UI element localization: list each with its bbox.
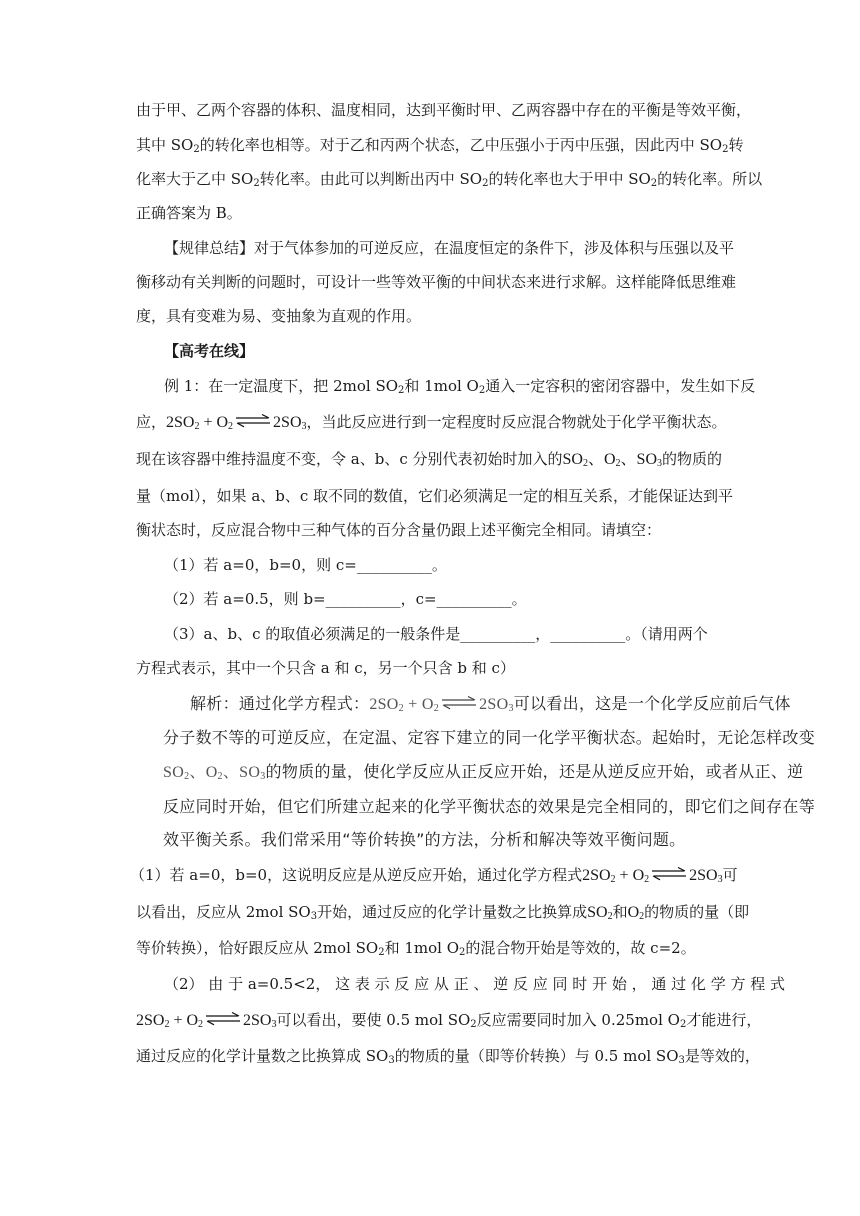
answer-1: （1）若 a=0，b=0，这说明反应是从逆反应开始，通过化学方程式$2SO_2 + O_2$ $2SO_3$可 bbox=[130, 866, 738, 885]
equilibrium-arrow-icon bbox=[441, 696, 477, 710]
rule-summary: 【规律总结】对于气体参加的可逆反应，在温度恒定的条件下，涉及体积与压强以及平 bbox=[164, 239, 735, 257]
answer-2: （2） 由 于 a=0.5<2， 这 表 示 反 应 从 正 、 逆 反 应 同 时 开 始 ， 通 过 化 学 方 程 式 bbox=[164, 975, 785, 993]
solution-line: 效平衡关系。我们常采用“等价转换”的方法，分析和解决等效平衡问题。 bbox=[163, 830, 686, 849]
question-3: （3）a、b、c 的取值必须满足的一般条件是__________，__________。（请用两个 bbox=[164, 625, 708, 643]
equilibrium-arrow-icon bbox=[651, 867, 687, 881]
answer-2-cont: $2SO_2 + O_2$ $2SO_3$可以看出，要使 0.5 mol $SO_2$反应需要同时加入 0.25mol $O_2$才能进行， bbox=[136, 1011, 762, 1030]
equilibrium-arrow-icon bbox=[235, 414, 271, 428]
text-line: 化率大于乙中 $SO_2$转化率。由此可以判断出丙中 $SO_2$的转化率也大于甲中 $SO_2$的转化率。所以 bbox=[136, 170, 763, 189]
equilibrium-arrow-icon bbox=[205, 1012, 241, 1026]
solution-line: 反应同时开始，但它们所建立起来的化学平衡状态的效果是完全相同的，即它们之间存在等 bbox=[163, 797, 816, 816]
solution-line: 解析：通过化学方程式：$2SO_2 + O_2$ $2SO_3$可以看出，这是一个化学反应前后气体 bbox=[190, 694, 791, 714]
solution-line: 分子数不等的可逆反应，在定温、定容下建立的同一化学平衡状态。起始时，无论怎样改变 bbox=[163, 728, 816, 747]
answer-1-cont: 等价转换），恰好跟反应从 2mol $SO_2$和 1mol $O_2$的混合物开始是等效的，故 c=2。 bbox=[136, 939, 696, 958]
text-line: 衡移动有关判断的问题时，可设计一些等效平衡的中间状态来进行求解。这样能降低思维难 bbox=[136, 273, 737, 291]
text-line: 正确答案为 B。 bbox=[136, 204, 242, 222]
section-title: 【高考在线】 bbox=[164, 342, 255, 360]
answer-2-cont: 通过反应的化学计量数之比换算成 $SO_3$的物质的量（即等价转换）与 0.5 mol $SO_3$是等效的， bbox=[136, 1047, 760, 1066]
text-line: 度，具有变难为易、变抽象为直观的作用。 bbox=[136, 307, 422, 325]
example-line: 应，$2SO_2 + O_2$ $2SO_3$，当此反应进行到一定程度时反应混合物就处于化学平衡状态。 bbox=[136, 413, 727, 432]
example-line: 例 1：在一定温度下，把 2mol $SO_2$和 1mol $O_2$通入一定容积的密闭容器中，发生如下反 bbox=[164, 377, 756, 396]
example-line: 量（mol），如果 a、b、c 取不同的数值，它们必须满足一定的相互关系，才能保证达到平 bbox=[136, 487, 734, 505]
reaction-equation: $2SO_2 + O_2$ $2SO_3$ bbox=[166, 414, 307, 432]
example-line: 现在该容器中维持温度不变，令 a、b、c 分别代表初始时加入的$SO_2$、$O_2$、$SO_3$的物质的 bbox=[136, 450, 723, 469]
answer-1-cont: 以看出，反应从 2mol $SO_3$开始，通过反应的化学计量数之比换算成$SO_2$和$O_2$的物质的量（即 bbox=[136, 903, 750, 922]
example-line: 衡状态时，反应混合物中三种气体的百分含量仍跟上述平衡完全相同。请填空： bbox=[136, 521, 662, 539]
question-2: （2）若 a=0.5，则 b=__________，c=__________。 bbox=[164, 590, 527, 608]
question-1: （1）若 a=0，b=0，则 c=__________。 bbox=[164, 556, 447, 574]
question-3-cont: 方程式表示，其中一个只含 a 和 c，另一个只含 b 和 c） bbox=[136, 659, 515, 677]
text-line: 由于甲、乙两个容器的体积、温度相同，达到平衡时甲、乙两容器中存在的平衡是等效平衡， bbox=[136, 101, 752, 119]
solution-line: $SO_2$、$O_2$、$SO_3$的物质的量，使化学反应从正反应开始，还是从逆反应开始，或者从正、逆 bbox=[163, 762, 804, 782]
text-line: 其中 $SO_2$的转化率也相等。对于乙和丙两个状态，乙中压强小于丙中压强，因此丙中 $SO_2$转 bbox=[136, 136, 744, 155]
